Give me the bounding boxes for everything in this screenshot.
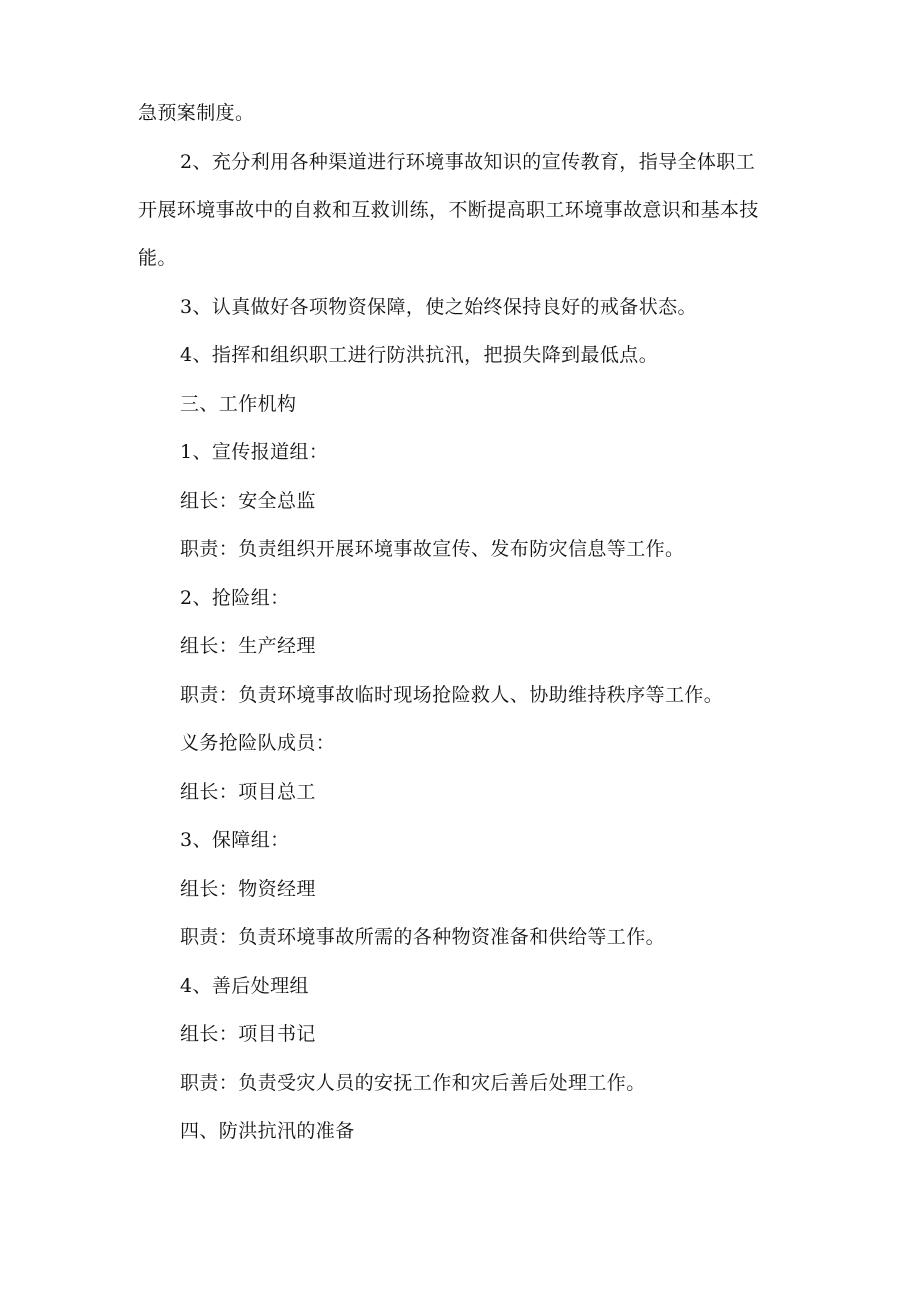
section-heading: 三、工作机构 (180, 393, 297, 415)
paragraph-line: 4、善后处理组 (180, 975, 309, 997)
section-heading: 四、防洪抗汛的准备 (180, 1120, 355, 1142)
paragraph-line: 2、抢险组： (180, 587, 290, 609)
paragraph-line: 能。 (138, 247, 177, 269)
paragraph-line: 职责：负责受灾人员的安抚工作和灾后善后处理工作。 (180, 1072, 646, 1094)
paragraph-line: 职责：负责组织开展环境事故宣传、发布防灾信息等工作。 (180, 538, 685, 560)
paragraph-line: 组长：安全总监 (180, 490, 316, 512)
paragraph-line: 组长：生产经理 (180, 635, 316, 657)
paragraph-line: 3、保障组： (180, 829, 290, 851)
paragraph-line: 职责：负责环境事故临时现场抢险救人、协助维持秩序等工作。 (180, 684, 724, 706)
paragraph-line: 4、指挥和组织职工进行防洪抗汛，把损失降到最低点。 (180, 344, 659, 366)
paragraph-line: 职责：负责环境事故所需的各种物资准备和供给等工作。 (180, 926, 666, 948)
paragraph-line: 组长：项目书记 (180, 1023, 316, 1045)
paragraph-line: 组长：物资经理 (180, 878, 316, 900)
paragraph-line: 急预案制度。 (138, 102, 255, 124)
paragraph-line: 3、认真做好各项物资保障，使之始终保持良好的戒备状态。 (180, 296, 697, 318)
paragraph-line: 开展环境事故中的自救和互救训练，不断提高职工环境事故意识和基本技 (138, 199, 759, 221)
paragraph-line: 1、宣传报道组： (180, 441, 329, 463)
paragraph-line: 义务抢险队成员： (180, 732, 336, 754)
paragraph-line: 组长：项目总工 (180, 781, 316, 803)
paragraph-line: 2、充分利用各种渠道进行环境事故知识的宣传教育，指导全体职工 (180, 151, 756, 173)
